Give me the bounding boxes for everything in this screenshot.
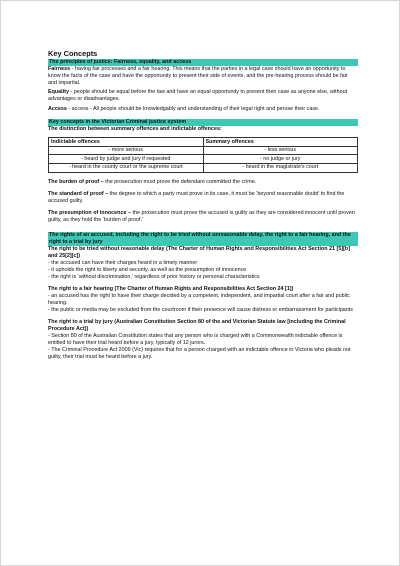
rights-group-delay xyxy=(48,246,358,281)
table-cell: - no judge or jury xyxy=(203,155,358,164)
table-header-summary: Summary offences xyxy=(203,138,358,147)
offences-subheading: The distinction between summary offences and indictable offences: xyxy=(48,126,222,133)
page-title: Key Concepts xyxy=(48,49,98,58)
list-item: - The Criminal Procedure Act 2009 (Vic) requires that for a person charged with an indictable offence in Victoria who pleads not guilty, their trial must be heard before a jury. xyxy=(48,347,351,361)
list-item: - the right is ‘without discrimination,’ regardless of prior history or personal characteristics xyxy=(48,274,260,281)
table-row xyxy=(49,155,358,164)
rights-group-title: The right to be tried without reasonable delay (The Charter of Human Rights and Responsibilities Act Section 21 [5][b] and 25[2][c]) xyxy=(48,246,351,260)
text-equality: - people should be equal before the law and have an equal opportunity to present their case as anyone else, without advantages or disadvantages. xyxy=(48,89,348,103)
paragraph-fairness xyxy=(48,66,358,87)
text-standard-of-proof: the degree to which a party must prove in its case, it must be ‘beyond reasonable doubt’ to find the accused guilty. xyxy=(48,190,345,204)
text-access: - access - All people should be knowledgably and understanding of their legal right and peruse their case. xyxy=(66,105,320,112)
section-banner-criminal-justice: Key concepts in the Victorian Criminal justice system xyxy=(48,119,358,126)
term-standard-of-proof: The standard of proof – xyxy=(48,190,109,197)
paragraph-standard-of-proof xyxy=(48,191,358,205)
list-item: - it upholds the right to liberty and security, as well as the presumption of innocence xyxy=(48,267,247,274)
rights-group-jury xyxy=(48,319,358,361)
rights-group-fair-hearing xyxy=(48,286,358,314)
term-equality: Equality xyxy=(48,89,69,96)
table-header-row xyxy=(49,138,358,147)
table-cell: - more serious xyxy=(49,146,204,155)
text-burden-of-proof: the prosecution must prove the defendant committed the crime. xyxy=(103,178,257,185)
rights-group-title: The right to a fair hearing (The Charter of Human Rights and Responsibilities Act Section 24 [1]) xyxy=(48,286,294,293)
offences-table xyxy=(48,137,358,172)
rights-group-title: The right to a trial by jury (Australian Constitution Section 80 of the and Victorian Statute law [including the Criminal Procedure Act]) xyxy=(48,319,346,333)
text-fairness: - having fair processes and a fair hearing. This means that the parties in a legal case should have an opportunity to know the facts of the case and have the opportunity to present their side of events, and the pre-hearing process should be fair and impartial. xyxy=(48,66,348,86)
table-row xyxy=(49,146,358,155)
section-banner-principles: The principles of justice: Fairness, equality, and access xyxy=(48,59,358,66)
list-item: - the accused can have their charges heard in a timely manner xyxy=(48,260,198,267)
list-item: - Section 80 of the Australian Constitution states that any person who is charged with a Commonwealth indictable offence is entitled to have their trial heard before a jury, typically of 12 jurors. xyxy=(48,333,343,347)
table-row xyxy=(49,163,358,172)
paragraph-burden-of-proof xyxy=(48,179,358,186)
paragraph-access xyxy=(48,106,358,113)
paragraph-presumption-of-innocence xyxy=(48,210,358,224)
list-item: - an accused has the right to have their charge decided by a competent, independent, and impartial court after a fair and public hearing. xyxy=(48,293,350,307)
term-fairness: Fairness xyxy=(48,66,71,72)
text-presumption-of-innocence: the prosecution must prove the accused is guilty as they are considered innocent until proven guilty, as they hold the ‘burden of proof.’ xyxy=(48,210,355,224)
table-cell: - less serious xyxy=(203,146,358,155)
table-cell: - heard in the county court or the supreme court xyxy=(49,163,204,172)
table-cell: - heard in the magistrate’s court xyxy=(203,163,358,172)
term-burden-of-proof: The burden of proof – xyxy=(48,178,104,185)
table-header-indictable: Indictable offences xyxy=(49,138,204,147)
table-cell: - heard by judge and jury if requested xyxy=(49,155,204,164)
list-item: - the public or media may be excluded from the courtroom if their presence will cause distress or embarrassment for participants xyxy=(48,307,354,314)
section-banner-rights-of-accused: The rights of an accused, including the right to be tried without unreasonable delay, the right to a fair hearing, and the right to a trial by jury xyxy=(48,232,358,246)
term-presumption-of-innocence: The presumption of innocence – xyxy=(48,210,131,217)
document-content xyxy=(48,49,358,361)
term-access: Access xyxy=(48,105,67,112)
paragraph-equality xyxy=(48,89,358,103)
